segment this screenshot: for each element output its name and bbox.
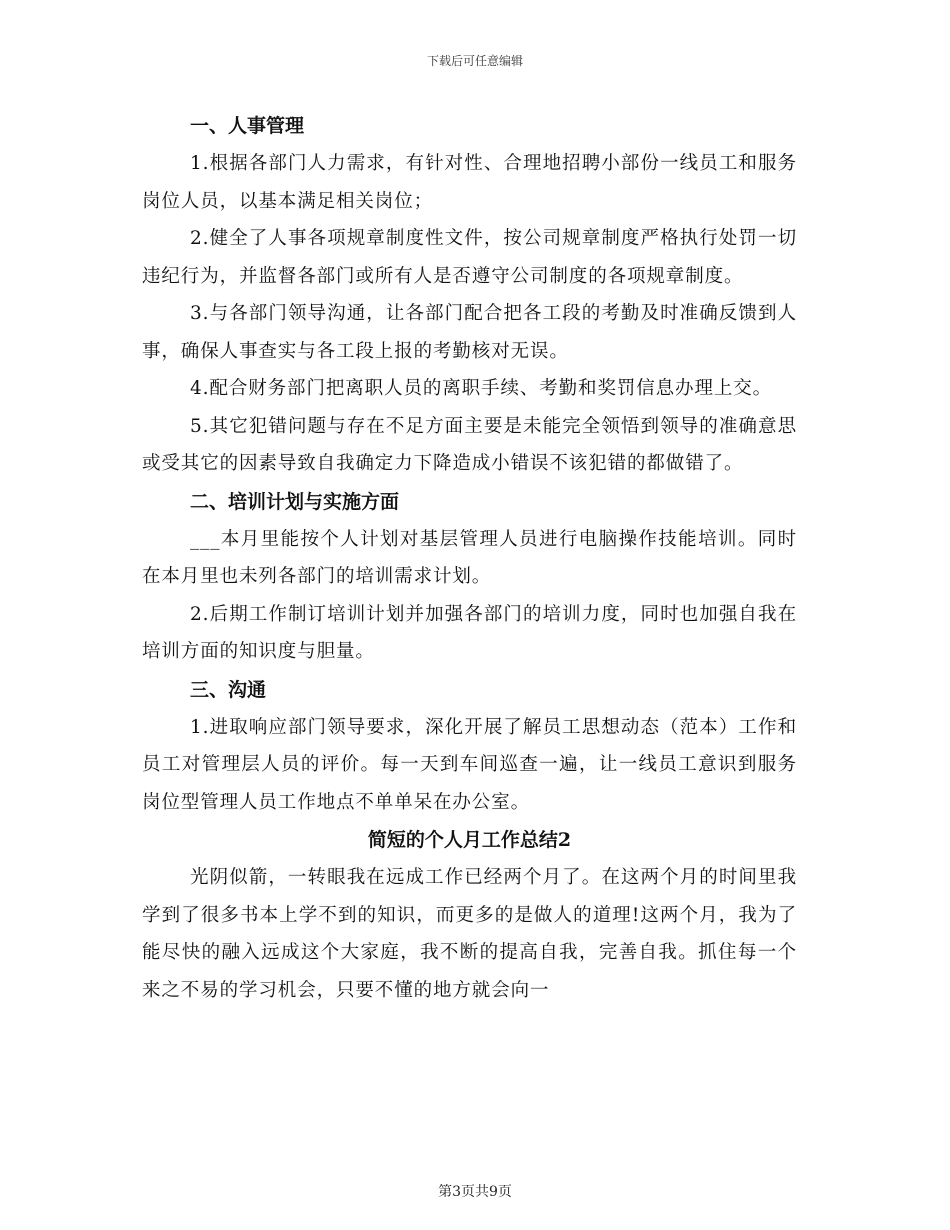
section-heading-training: 二、培训计划与实施方面 [190, 490, 400, 513]
document-body [142, 107, 797, 1009]
section-heading-communication: 三、沟通 [190, 678, 267, 701]
page-header: 下载后可任意编辑 [426, 54, 523, 68]
paragraph: 5.其它犯错问题与存在不足方面主要是未能完全领悟到领导的准确意思或受其它的因素导致自我确定力下降造成小错误不该犯错的都做错了。 [142, 415, 797, 474]
paragraph: 1.进取响应部门领导要求，深化开展了解员工思想动态（范本）工作和员工对管理层人员的评价。每一天到车间巡查一遍，让一线员工意识到服务岗位型管理人员工作地点不单单呆在办公室。 [142, 716, 797, 813]
paragraph: 2.后期工作制订培训计划并加强各部门的培训力度，同时也加强自我在培训方面的知识度与胆量。 [142, 603, 797, 662]
paragraph: 4.配合财务部门把离职人员的离职手续、考勤和奖罚信息办理上交。 [190, 378, 773, 399]
paragraph: 1.根据各部门人力需求，有针对性、合理地招聘小部份一线员工和服务岗位人员，以基本满足相关岗位； [142, 153, 797, 212]
paragraph: 2.健全了人事各项规章制度性文件，按公司规章制度严格执行处罚一切违纪行为，并监督各部门或所有人是否遵守公司制度的各项规章制度。 [142, 228, 797, 287]
paragraph: ___本月里能按个人计划对基层管理人员进行电脑操作技能培训。同时在本月里也未列各部门的培训需求计划。 [142, 528, 797, 587]
page-number: 第3页共9页 [438, 1184, 512, 1200]
section-heading-hr: 一、人事管理 [190, 115, 305, 137]
paragraph: 3.与各部门领导沟通，让各部门配合把各工段的考勤及时准确反馈到人事，确保人事查实与各工段上报的考勤核对无误。 [142, 303, 797, 362]
paragraph: 光阴似箭，一转眼我在远成工作已经两个月了。在这两个月的时间里我学到了很多书本上学不到的知识，而更多的是做人的道理!这两个月，我为了能尽快的融入远成这个大家庭，我不断的提高自我，完善自我。抓住每一个来之不易的学习机会，只要不懂的地方就会向一 [142, 867, 797, 1001]
document-title: 简短的个人月工作总结2 [367, 829, 572, 851]
